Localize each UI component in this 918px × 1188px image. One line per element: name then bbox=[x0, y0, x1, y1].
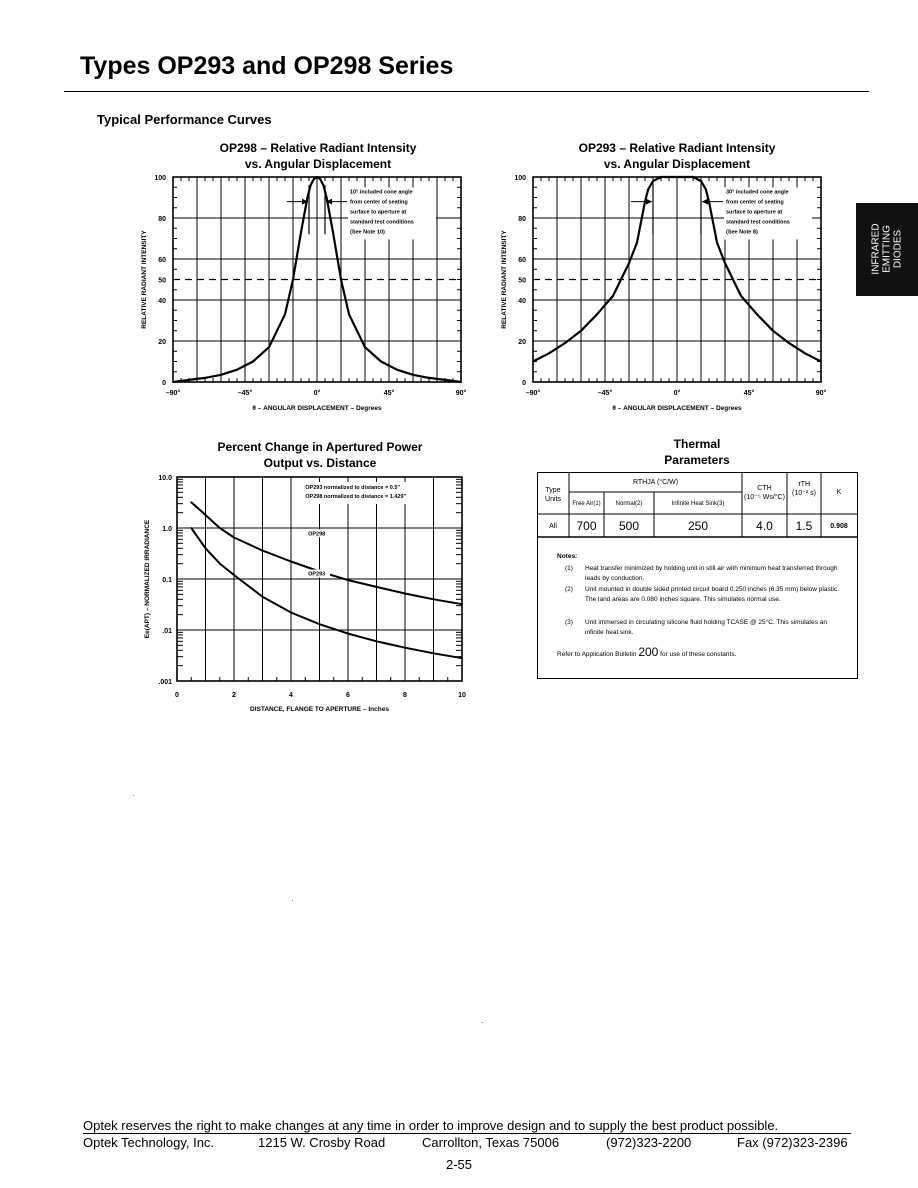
footer-rule bbox=[83, 1133, 851, 1134]
cone-arrowhead-left bbox=[646, 199, 652, 205]
th-type-line: Type bbox=[545, 487, 561, 494]
y-tick-label: 100 bbox=[154, 175, 166, 182]
annotation-line: from center of seating bbox=[350, 199, 408, 206]
x-tick-label: 0 bbox=[175, 692, 179, 699]
side-tab-line: INFRARED bbox=[870, 223, 882, 275]
annotation-line: 10° included cone angle bbox=[350, 189, 413, 196]
x-tick-label: –90° bbox=[525, 390, 541, 397]
td-k: 0.908 bbox=[830, 523, 848, 530]
data-point bbox=[220, 374, 222, 376]
td-type: All bbox=[549, 523, 557, 530]
y-tick-label: 100 bbox=[514, 175, 526, 182]
data-point bbox=[612, 295, 614, 297]
series-label-op298: OP298 bbox=[308, 531, 326, 538]
footer-city: Carrollton, Texas 75006 bbox=[422, 1135, 560, 1150]
th-cth-name: CTH bbox=[757, 485, 772, 492]
data-point bbox=[708, 201, 710, 203]
th-type bbox=[537, 486, 569, 504]
data-point bbox=[319, 178, 321, 180]
th-rthja: RTHJA (°C/W) bbox=[632, 479, 679, 486]
th-cth bbox=[742, 484, 787, 502]
data-point bbox=[647, 188, 649, 190]
y-axis-label: RELATIVE RADIANT INTENSITY bbox=[501, 230, 508, 329]
data-point bbox=[676, 176, 678, 178]
data-point bbox=[307, 197, 309, 199]
chart2-title-line2: vs. Angular Displacement bbox=[603, 157, 751, 171]
data-point bbox=[716, 242, 718, 244]
data-point bbox=[804, 352, 806, 354]
refer-suffix: for use of these constants. bbox=[660, 651, 737, 658]
footer-notice: Optek reserves the right to make changes at any time in order to improve design and to supply the best product possible. bbox=[83, 1118, 779, 1133]
td-normal: 500 bbox=[618, 519, 640, 533]
th-normal: Normal(2) bbox=[615, 501, 643, 507]
th-k: K bbox=[836, 489, 842, 496]
footer-phone: (972)323-2200 bbox=[606, 1135, 692, 1150]
th-units-line: Units bbox=[545, 496, 561, 503]
th-tau bbox=[787, 480, 821, 498]
data-point bbox=[596, 313, 598, 315]
data-point bbox=[323, 184, 325, 186]
data-point bbox=[252, 361, 254, 363]
data-point bbox=[380, 361, 382, 363]
chart1-title-line1: OP298 – Relative Radiant Intensity bbox=[219, 141, 417, 155]
data-point bbox=[461, 603, 463, 605]
data-point bbox=[205, 547, 207, 549]
page-title: Types OP293 and OP298 Series bbox=[80, 52, 454, 80]
y-tick-label: 80 bbox=[158, 216, 166, 223]
x-tick-label: 10 bbox=[458, 692, 466, 699]
note-2-num: (2) bbox=[565, 586, 573, 593]
y-axis-label: RELATIVE RADIANT INTENSITY bbox=[141, 230, 148, 329]
scan-speck bbox=[292, 900, 293, 901]
th-tau-unit: (10⁻² s) bbox=[792, 490, 816, 497]
y-tick-label: .001 bbox=[158, 679, 172, 686]
data-point bbox=[188, 379, 190, 381]
chart2-title-line1: OP293 – Relative Radiant Intensity bbox=[578, 141, 776, 155]
data-point bbox=[532, 361, 534, 363]
x-tick-label: 45° bbox=[743, 390, 755, 397]
data-point bbox=[433, 652, 435, 654]
annotation-line: OP298 normalized to distance = 1.429" bbox=[305, 494, 407, 500]
th-cth-unit: (10⁻⁵ Ws/°C) bbox=[744, 494, 785, 501]
td-tau: 1.5 bbox=[795, 519, 813, 533]
x-tick-label: 8 bbox=[403, 692, 407, 699]
refer-number: 200 bbox=[638, 645, 659, 659]
scan-speck bbox=[482, 1022, 483, 1023]
chart-apertured-power bbox=[125, 465, 485, 720]
y-axis-label: Ee(APT) – NORMALIZED IRRADIANCE bbox=[144, 519, 151, 639]
thermal-table bbox=[537, 472, 858, 679]
y-tick-label: 50 bbox=[518, 277, 526, 285]
y-tick-label: 20 bbox=[518, 339, 526, 346]
data-point bbox=[404, 593, 406, 595]
note-3-text: Unit immersed in circulating silicone fluid holding TCASE @ 25°C. This simulates an infinite heat sink. bbox=[585, 619, 827, 636]
data-point bbox=[348, 313, 350, 315]
annotation-line: from center of seating bbox=[726, 199, 784, 206]
y-tick-label: 1.0 bbox=[162, 526, 172, 533]
data-point bbox=[404, 647, 406, 649]
annotation-line: 30° included cone angle bbox=[726, 189, 789, 196]
curve-op293 bbox=[191, 528, 462, 658]
data-point bbox=[376, 640, 378, 642]
data-point bbox=[548, 352, 550, 354]
chart-op298-intensity bbox=[125, 165, 485, 415]
data-point bbox=[644, 201, 646, 203]
y-tick-label: 50 bbox=[158, 277, 166, 285]
x-tick-label: 0° bbox=[313, 390, 321, 397]
data-point bbox=[641, 217, 643, 219]
data-point bbox=[316, 176, 318, 178]
x-axis-label: θ – ANGULAR DISPLACEMENT – Degrees bbox=[612, 405, 742, 412]
data-point bbox=[205, 514, 207, 516]
note-1-num: (1) bbox=[565, 565, 573, 572]
cone-arrowhead-right bbox=[702, 199, 708, 205]
data-point bbox=[756, 313, 758, 315]
x-tick-label: 90° bbox=[455, 390, 467, 397]
annotation-line: standard test conditions bbox=[350, 219, 414, 226]
data-point bbox=[772, 330, 774, 332]
data-point bbox=[347, 633, 349, 635]
side-tab bbox=[856, 203, 918, 296]
y-tick-label: 40 bbox=[158, 298, 166, 305]
data-point bbox=[628, 262, 630, 264]
footer-company: Optek Technology, Inc. bbox=[83, 1135, 215, 1150]
x-tick-label: 6 bbox=[346, 692, 350, 699]
y-tick-label: 40 bbox=[518, 298, 526, 305]
data-point bbox=[444, 379, 446, 381]
data-point bbox=[219, 563, 221, 565]
y-tick-label: 0.1 bbox=[162, 577, 172, 584]
th-heat-sink: Infinite Heat Sink(3) bbox=[671, 501, 725, 507]
data-point bbox=[740, 295, 742, 297]
data-point bbox=[820, 361, 822, 363]
data-point bbox=[711, 217, 713, 219]
x-tick-label: 90° bbox=[815, 390, 827, 397]
data-point bbox=[684, 176, 686, 178]
annotation-line: surface to aperture at bbox=[350, 209, 407, 216]
data-point bbox=[660, 176, 662, 178]
y-tick-label: 60 bbox=[518, 257, 526, 264]
x-tick-label: 45° bbox=[383, 390, 395, 397]
data-point bbox=[636, 242, 638, 244]
x-tick-label: –90° bbox=[165, 390, 181, 397]
chart-op293-intensity bbox=[485, 165, 845, 415]
x-tick-label: –45° bbox=[597, 390, 613, 397]
data-point bbox=[705, 188, 707, 190]
data-point bbox=[668, 176, 670, 178]
td-cth: 4.0 bbox=[756, 519, 773, 533]
y-tick-label: 0 bbox=[522, 380, 526, 387]
side-tab-text bbox=[871, 223, 904, 274]
data-point bbox=[332, 231, 334, 233]
note-3-num: (3) bbox=[565, 619, 573, 626]
data-point bbox=[326, 197, 328, 199]
title-rule bbox=[64, 91, 869, 92]
th-free-air: Free Air(1) bbox=[572, 501, 601, 507]
data-point bbox=[580, 330, 582, 332]
y-tick-label: 0 bbox=[162, 380, 166, 387]
data-point bbox=[396, 369, 398, 371]
thermal-title-line2: Parameters bbox=[664, 453, 730, 467]
data-point bbox=[233, 537, 235, 539]
refer-prefix: Refer to Application Bulletin bbox=[557, 651, 637, 658]
y-tick-label: 80 bbox=[518, 216, 526, 223]
series-label-op293: OP293 bbox=[308, 571, 326, 578]
section-heading: Typical Performance Curves bbox=[97, 112, 272, 127]
data-point bbox=[190, 501, 192, 503]
data-point bbox=[340, 279, 342, 281]
data-point bbox=[268, 346, 270, 348]
data-point bbox=[724, 262, 726, 264]
th-tau-name: τTH bbox=[797, 481, 811, 488]
data-point bbox=[262, 596, 264, 598]
data-point bbox=[190, 527, 192, 529]
scan-speck bbox=[133, 795, 134, 796]
data-point bbox=[204, 377, 206, 379]
data-point bbox=[376, 586, 378, 588]
side-tab-line: DIODES bbox=[892, 229, 904, 269]
chart3-title-line1: Percent Change in Apertured Power bbox=[217, 440, 423, 454]
data-point bbox=[284, 313, 286, 315]
data-point bbox=[310, 184, 312, 186]
data-point bbox=[412, 374, 414, 376]
thermal-title bbox=[597, 436, 797, 468]
x-tick-label: 4 bbox=[289, 692, 293, 699]
annotation-line: (See Note 8) bbox=[726, 229, 758, 236]
chart1-title-line2: vs. Angular Displacement bbox=[244, 157, 392, 171]
side-tab-line: EMITTING bbox=[881, 225, 893, 273]
data-point bbox=[433, 598, 435, 600]
data-point bbox=[172, 381, 174, 383]
data-point bbox=[692, 176, 694, 178]
y-tick-label: 20 bbox=[158, 339, 166, 346]
curve-op298 bbox=[191, 502, 462, 604]
x-tick-label: 0° bbox=[673, 390, 681, 397]
chart3-title-line2: Output vs. Distance bbox=[263, 456, 377, 470]
data-point bbox=[428, 377, 430, 379]
data-point bbox=[652, 180, 654, 182]
footer-address: 1215 W. Crosby Road bbox=[258, 1135, 386, 1150]
data-point bbox=[236, 369, 238, 371]
y-tick-label: .01 bbox=[162, 628, 172, 635]
td-free-air: 700 bbox=[576, 519, 597, 533]
td-heat-sink: 250 bbox=[687, 519, 709, 533]
data-point bbox=[461, 657, 463, 659]
note-1-text: Heat transfer minimized by holding unit in still air with minimum heat transferred through leads by conduction. bbox=[585, 565, 838, 582]
notes-label: Notes: bbox=[557, 553, 578, 560]
y-tick-label: 10.0 bbox=[158, 475, 172, 482]
data-point bbox=[300, 231, 302, 233]
data-point bbox=[564, 342, 566, 344]
data-point bbox=[364, 346, 366, 348]
x-axis-label: DISTANCE, FLANGE TO APERTURE – Inches bbox=[250, 706, 389, 713]
data-point bbox=[319, 623, 321, 625]
data-point bbox=[290, 561, 292, 563]
data-point bbox=[347, 579, 349, 581]
annotation-line: (See Note 10) bbox=[350, 229, 385, 236]
annotation-line: OP293 normalized to distance = 0.5" bbox=[305, 485, 401, 491]
thermal-title-line1: Thermal bbox=[673, 437, 721, 451]
note-2-text: Unit mounted in double sided printed circuit board 0.250 inches (6.35 mm) below plastic. The land areas are 0.080 inches square. This simulates normal use. bbox=[585, 586, 839, 603]
data-point bbox=[292, 279, 294, 281]
data-point bbox=[290, 612, 292, 614]
y-tick-label: 60 bbox=[158, 257, 166, 264]
data-point bbox=[262, 550, 264, 552]
data-point bbox=[219, 527, 221, 529]
data-point bbox=[700, 180, 702, 182]
x-tick-label: 2 bbox=[232, 692, 236, 699]
data-point bbox=[313, 178, 315, 180]
page-number: 2-55 bbox=[446, 1157, 473, 1172]
footer-fax: Fax (972)323-2396 bbox=[737, 1135, 848, 1150]
refer-text bbox=[557, 645, 847, 660]
annotation-line: standard test conditions bbox=[726, 219, 790, 226]
data-point bbox=[233, 574, 235, 576]
data-point bbox=[788, 342, 790, 344]
data-point bbox=[460, 381, 462, 383]
x-axis-label: θ – ANGULAR DISPLACEMENT – Degrees bbox=[252, 405, 382, 412]
annotation-line: surface to aperture at bbox=[726, 209, 783, 216]
x-tick-label: –45° bbox=[237, 390, 253, 397]
